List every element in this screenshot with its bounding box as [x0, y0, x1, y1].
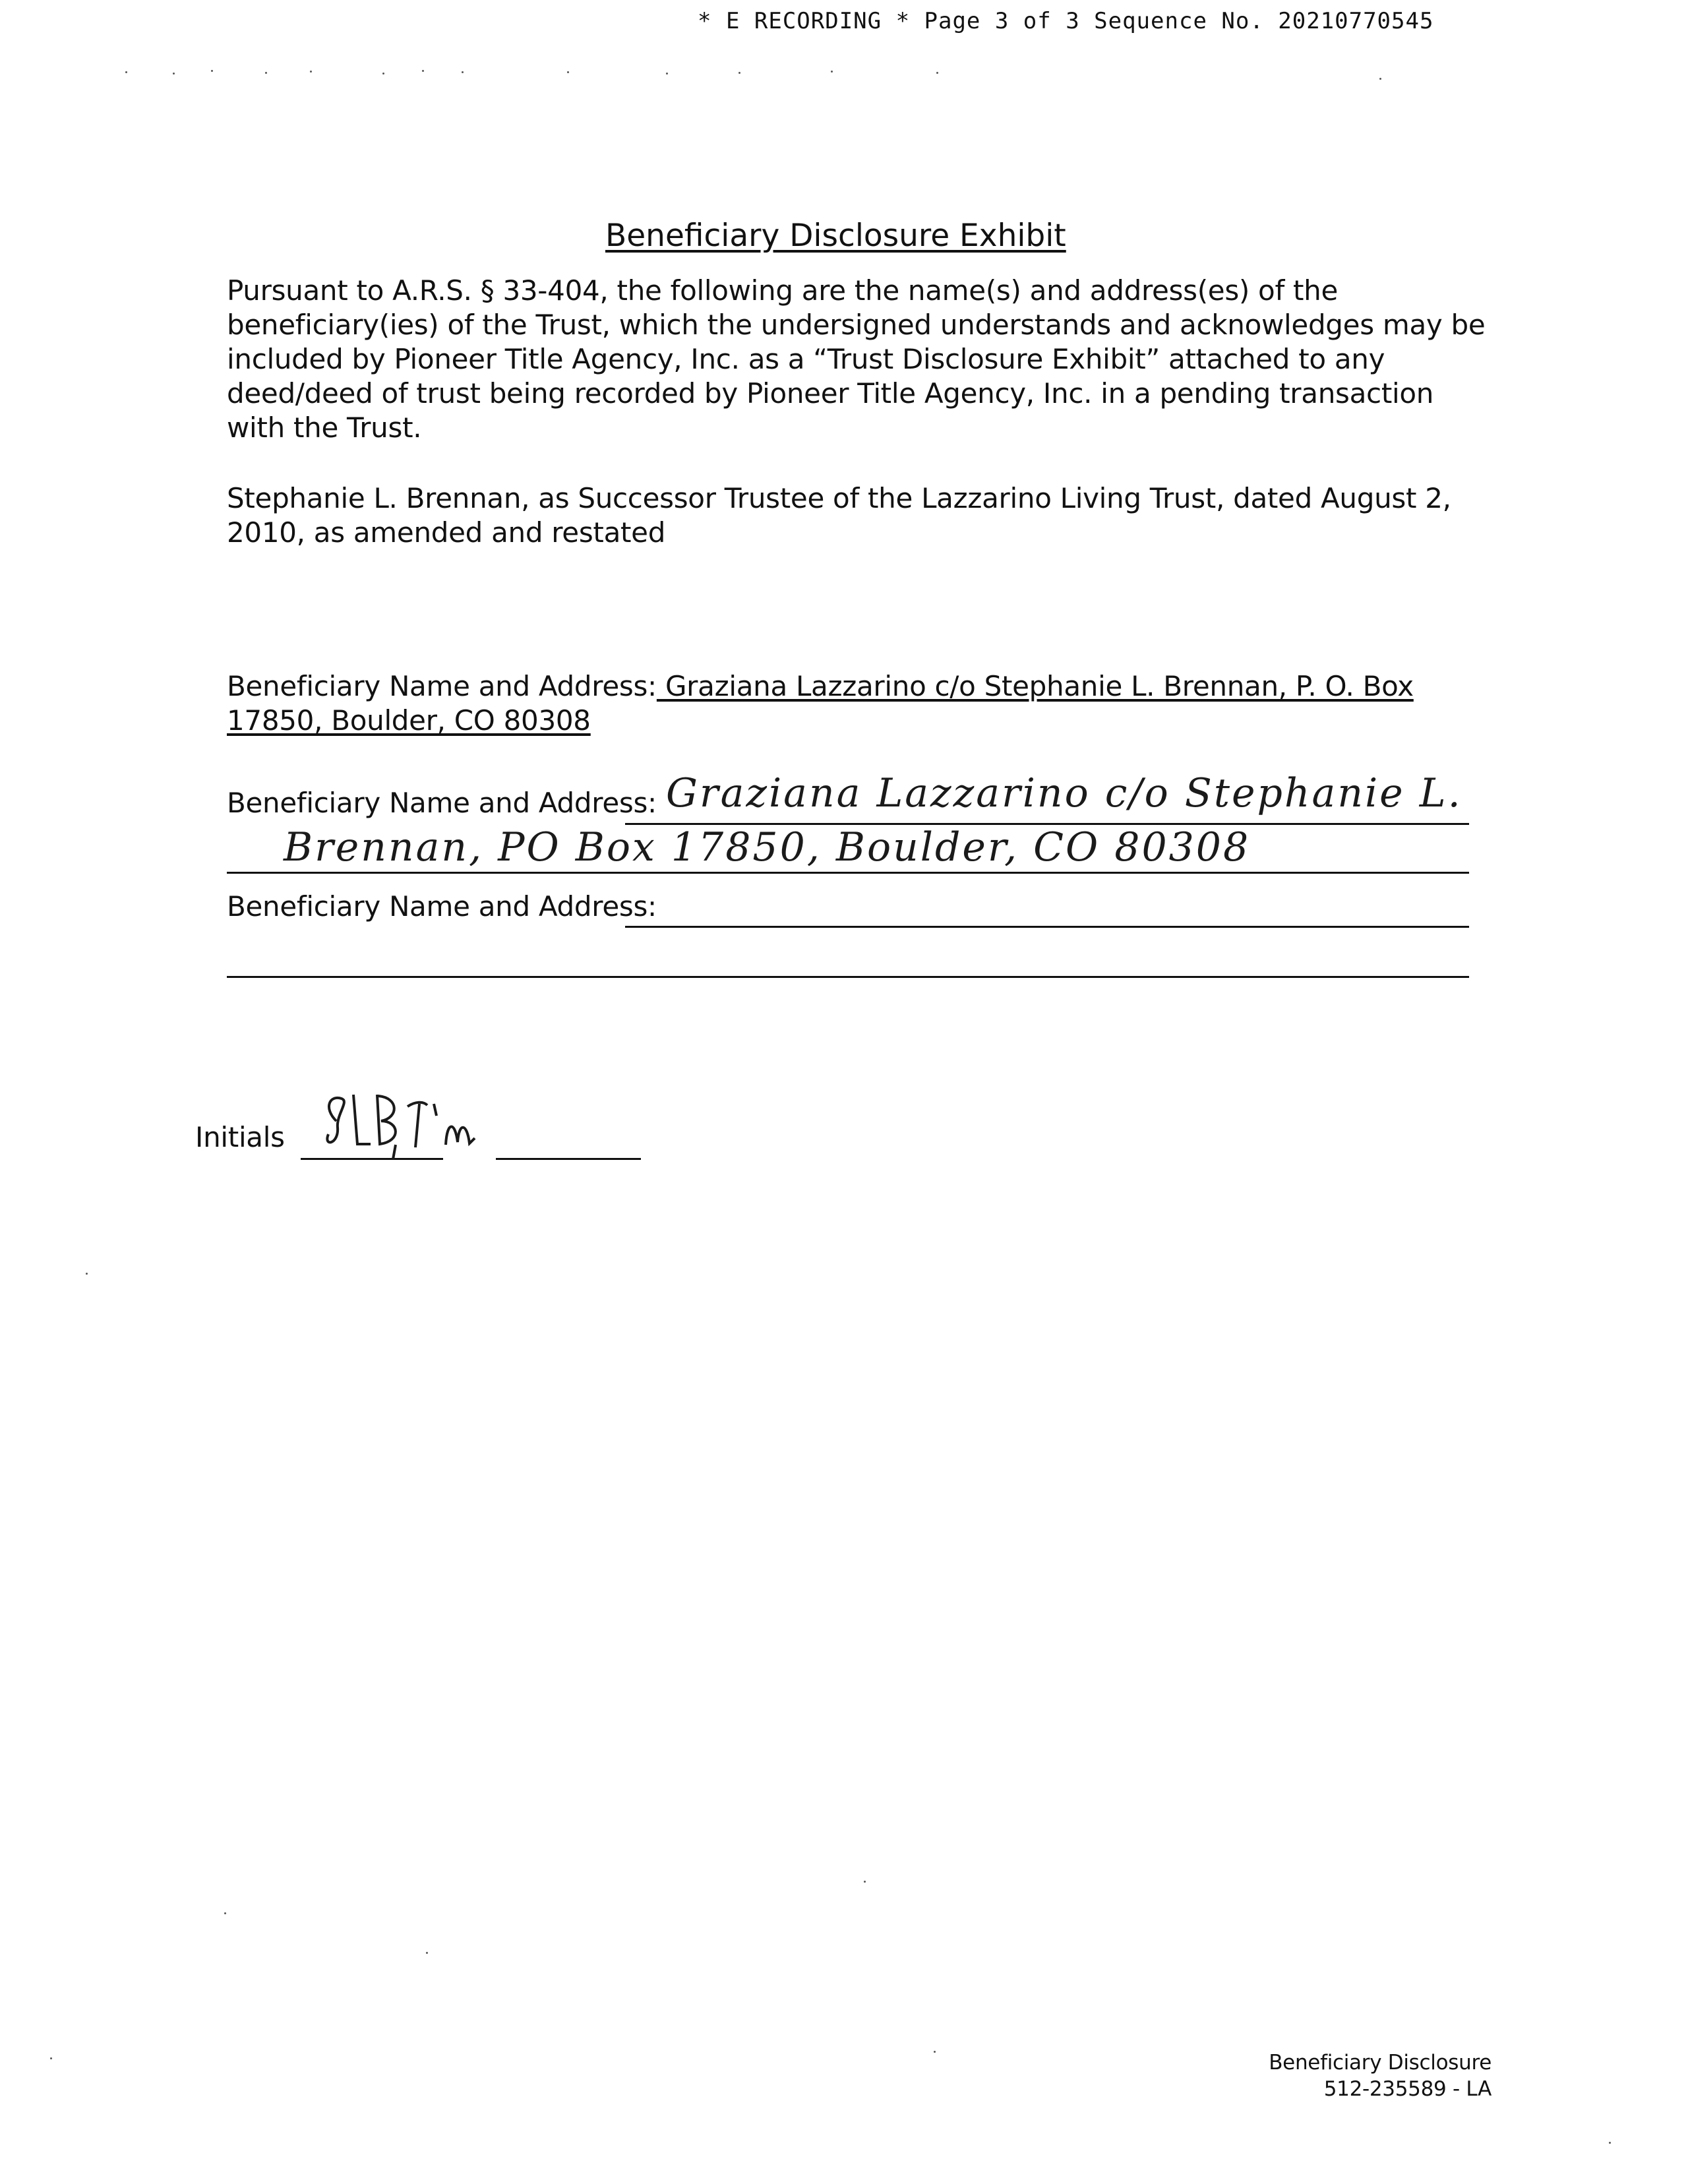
beneficiary-2-handwritten-line-2: Brennan, PO Box 17850, Boulder, CO 80308	[284, 824, 1251, 870]
beneficiary-label-2: Beneficiary Name and Address:	[227, 787, 657, 819]
footer-line-1: Beneficiary Disclosure	[1269, 2051, 1492, 2075]
recording-header: * E RECORDING * Page 3 of 3 Sequence No. 20210770545	[698, 8, 1434, 34]
beneficiary-3-line-2[interactable]	[227, 976, 1469, 978]
beneficiary-2-line-2	[227, 872, 1469, 874]
initials-label: Initials	[195, 1121, 285, 1153]
beneficiary-label: Beneficiary Name and Address:	[227, 670, 657, 702]
initials-line-2[interactable]	[496, 1158, 641, 1160]
beneficiary-2-handwritten-line-1: Graziana Lazzarino c/o Stephanie L.	[666, 770, 1462, 816]
initials-signature	[316, 1081, 488, 1167]
beneficiary-1-typed-address: Graziana Lazzarino c/o Stephanie L. Brennan, P. O. Box 17850, Boulder, CO 80308	[227, 670, 1414, 737]
beneficiary-label-3: Beneficiary Name and Address:	[227, 890, 657, 923]
footer-line-2: 512-235589 - LA	[1323, 2077, 1492, 2101]
beneficiary-entry-1	[227, 669, 1499, 738]
disclosure-paragraph: Pursuant to A.R.S. § 33-404, the following are the name(s) and address(es) of the beneficiary(ies) of the Trust, which the undersigned understands and acknowledges may be included by Pioneer Title Agency, Inc. as a “Trust Disclosure Exhibit” attached to any deed/deed of trust being recorded by Pioneer Title Agency, Inc. in a pending transaction with the Trust.	[227, 274, 1486, 444]
footer	[1253, 2049, 1492, 2102]
document-title: Beneficiary Disclosure Exhibit	[605, 218, 1066, 254]
beneficiary-3-line-1[interactable]	[625, 926, 1469, 928]
trustee-statement: Stephanie L. Brennan, as Successor Trustee of the Lazzarino Living Trust, dated August 2, 2010, as amended and restated	[227, 482, 1451, 549]
